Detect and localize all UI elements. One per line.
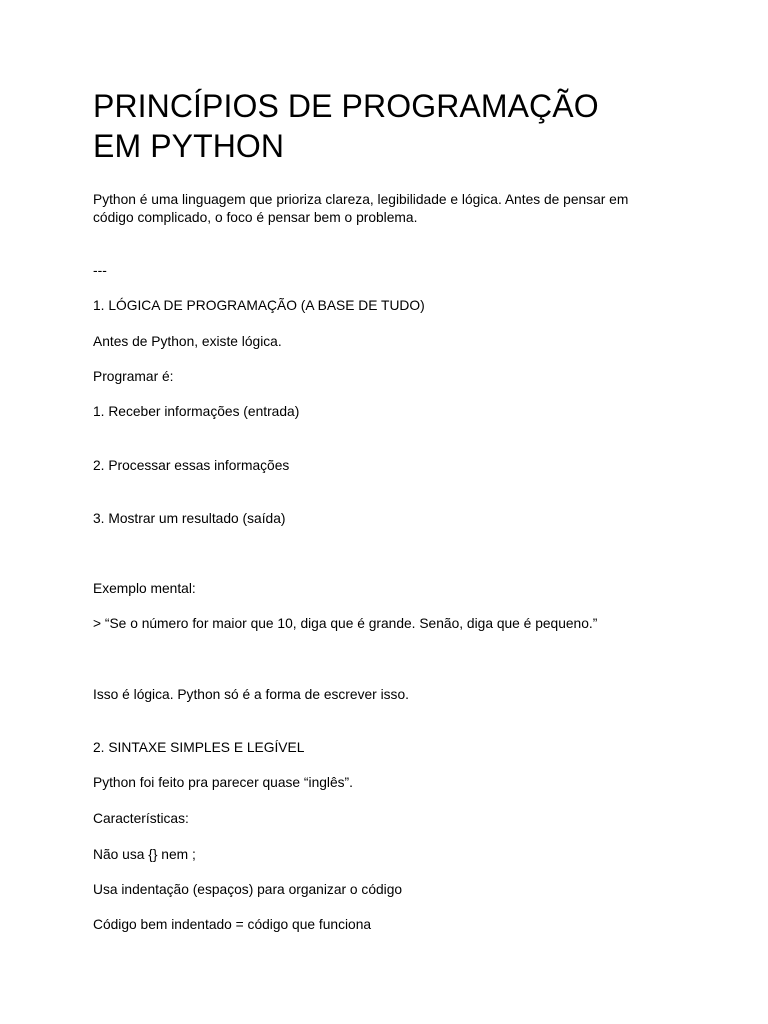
section-1-conclusion: Isso é lógica. Python só é a forma de escrever isso.: [93, 687, 409, 702]
intro-paragraph: [93, 191, 673, 227]
title-line-2: EM PYTHON: [93, 128, 285, 164]
section-2-heading: 2. SINTAXE SIMPLES E LEGÍVEL: [93, 740, 305, 755]
list-item: Código bem indentado = código que funciona: [93, 917, 372, 932]
list-item: 1. Receber informações (entrada): [93, 404, 300, 419]
list-item: Usa indentação (espaços) para organizar o código: [93, 882, 403, 897]
separator: ---: [93, 263, 107, 278]
title-line-1: PRINCÍPIOS DE PROGRAMAÇÃO: [93, 88, 599, 124]
intro-line-1: Python é uma linguagem que prioriza clareza, legibilidade e lógica. Antes de pensar em: [93, 192, 629, 207]
intro-line-2: código complicado, o foco é pensar bem o problema.: [93, 210, 418, 225]
list-item: Não usa {} nem ;: [93, 847, 196, 862]
example-quote: > “Se o número for maior que 10, diga que é grande. Senão, diga que é pequeno.”: [93, 616, 598, 631]
section-2-line-1: Python foi feito pra parecer quase “inglês”.: [93, 775, 353, 790]
section-1-line-1: Antes de Python, existe lógica.: [93, 334, 282, 349]
features-label: Características:: [93, 811, 189, 826]
example-label: Exemplo mental:: [93, 581, 196, 596]
section-1-line-2: Programar é:: [93, 369, 174, 384]
list-item: 2. Processar essas informações: [93, 458, 290, 473]
section-1-heading: 1. LÓGICA DE PROGRAMAÇÃO (A BASE DE TUDO): [93, 298, 425, 313]
document-title: [93, 86, 693, 166]
list-item: 3. Mostrar um resultado (saída): [93, 511, 286, 526]
